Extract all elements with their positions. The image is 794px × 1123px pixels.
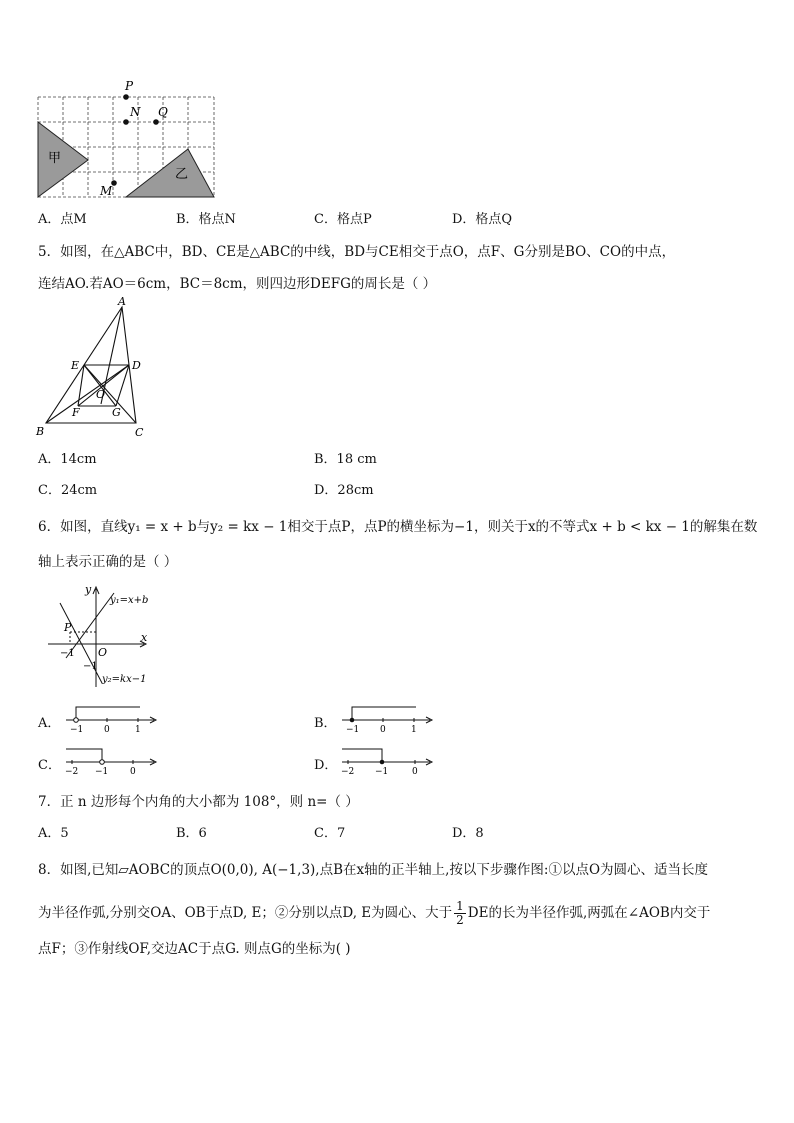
label-line1: y₁=x+b bbox=[110, 595, 149, 606]
label-F: F bbox=[72, 406, 80, 419]
label-jia: 甲 bbox=[48, 151, 62, 166]
q5-stem-line2: 连结AO.若AO＝6cm，BC＝8cm，则四边形DEFG的周长是（ ） bbox=[38, 276, 437, 292]
svg-text:0: 0 bbox=[380, 725, 386, 735]
svg-text:−2: −2 bbox=[341, 767, 355, 777]
svg-text:−2: −2 bbox=[65, 767, 79, 777]
q6-stem-line2: 轴上表示正确的是（ ） bbox=[38, 554, 178, 570]
q4-option-d[interactable]: D．格点Q bbox=[452, 212, 513, 227]
q7-option-d[interactable]: D．8 bbox=[452, 826, 484, 841]
label-x: x bbox=[141, 631, 148, 644]
label-line2: y₂=kx−1 bbox=[102, 674, 147, 685]
q7-stem: 7．正 n 边形每个内角的大小都为 108°，则 n=（ ） bbox=[38, 794, 359, 810]
label-yi: 乙 bbox=[175, 167, 189, 182]
q6-stem-line1: 6．如图，直线y₁ = x + b与y₂ = kx − 1相交于点P，点P的横坐标为−1，则关于x的不等式x + b < kx − 1的解集在数 bbox=[38, 519, 758, 535]
label-M: M bbox=[100, 184, 113, 198]
q5-stem-line1: 5．如图，在△ABC中，BD、CE是△ABC的中线，BD与CE相交于点O，点F、G分别是BO、CO的中点， bbox=[38, 244, 676, 260]
label-O: O bbox=[98, 646, 108, 659]
q8-stem-line3: 点F；③作射线OF,交边AC于点G. 则点G的坐标为( ) bbox=[38, 941, 351, 957]
svg-text:0: 0 bbox=[412, 767, 418, 777]
q5-option-a[interactable]: A．14cm bbox=[38, 452, 97, 467]
fraction-half: $\frac{1}{2}$ bbox=[456, 899, 464, 927]
label-neg1-x: −1 bbox=[60, 648, 75, 659]
label-C: C bbox=[135, 426, 144, 439]
q6-numberline-d[interactable] bbox=[338, 742, 438, 778]
q7-option-a[interactable]: A．5 bbox=[38, 826, 69, 841]
label-A: A bbox=[118, 295, 126, 308]
q4-option-b[interactable]: B．格点N bbox=[176, 212, 236, 227]
q6-numberline-a[interactable] bbox=[62, 700, 162, 736]
q8-stem-line2: 为半径作弧,分别交OA、OB于点D, E；②分别以点D, E为圆心、大于 $\frac{1}{2}$ DE的长为半径作弧,两弧在∠AOB内交于 bbox=[38, 899, 711, 927]
label-y: y bbox=[85, 583, 92, 596]
svg-text:−1: −1 bbox=[95, 767, 109, 777]
label-neg1-y: −1 bbox=[83, 661, 98, 672]
q6-option-a[interactable]: A． bbox=[38, 716, 61, 731]
svg-text:1: 1 bbox=[135, 725, 141, 735]
q6-option-c[interactable]: C． bbox=[38, 758, 61, 773]
svg-text:0: 0 bbox=[104, 725, 110, 735]
svg-text:−1: −1 bbox=[346, 725, 360, 735]
q6-option-b[interactable]: B． bbox=[314, 716, 337, 731]
label-N: N bbox=[130, 105, 141, 119]
label-B: B bbox=[36, 425, 45, 438]
q5-option-b[interactable]: B．18 cm bbox=[314, 452, 377, 467]
triangle-yi bbox=[126, 149, 214, 197]
q6-numberline-b[interactable] bbox=[338, 700, 438, 736]
q4-grid-figure bbox=[30, 78, 230, 202]
q5-option-d[interactable]: D．28cm bbox=[314, 483, 374, 498]
q6-option-d[interactable]: D． bbox=[314, 758, 338, 773]
q6-numberline-c[interactable] bbox=[62, 742, 162, 778]
q8-stem-line1: 8．如图,已知▱AOBC的顶点O(0,0), A(−1,3),点B在x轴的正半轴上,按以下步骤作图:①以点O为圆心、适当长度 bbox=[38, 862, 709, 878]
label-D: D bbox=[132, 359, 141, 372]
q4-option-c[interactable]: C．格点P bbox=[314, 212, 372, 227]
label-Q: Q bbox=[158, 105, 168, 119]
svg-text:−1: −1 bbox=[375, 767, 389, 777]
label-P: P bbox=[125, 79, 134, 93]
label-O: O bbox=[96, 388, 106, 401]
q4-option-a[interactable]: A．点M bbox=[38, 212, 87, 227]
q5-option-c[interactable]: C．24cm bbox=[38, 483, 98, 498]
label-E: E bbox=[71, 359, 80, 372]
q5-triangle-figure bbox=[30, 295, 160, 443]
label-G: G bbox=[112, 406, 121, 419]
q7-option-c[interactable]: C．7 bbox=[314, 826, 346, 841]
q6-graph-figure bbox=[40, 583, 170, 693]
q7-option-b[interactable]: B．6 bbox=[176, 826, 207, 841]
svg-text:1: 1 bbox=[411, 725, 417, 735]
svg-text:0: 0 bbox=[130, 767, 136, 777]
svg-text:−1: −1 bbox=[70, 725, 84, 735]
label-P: P bbox=[64, 621, 72, 634]
